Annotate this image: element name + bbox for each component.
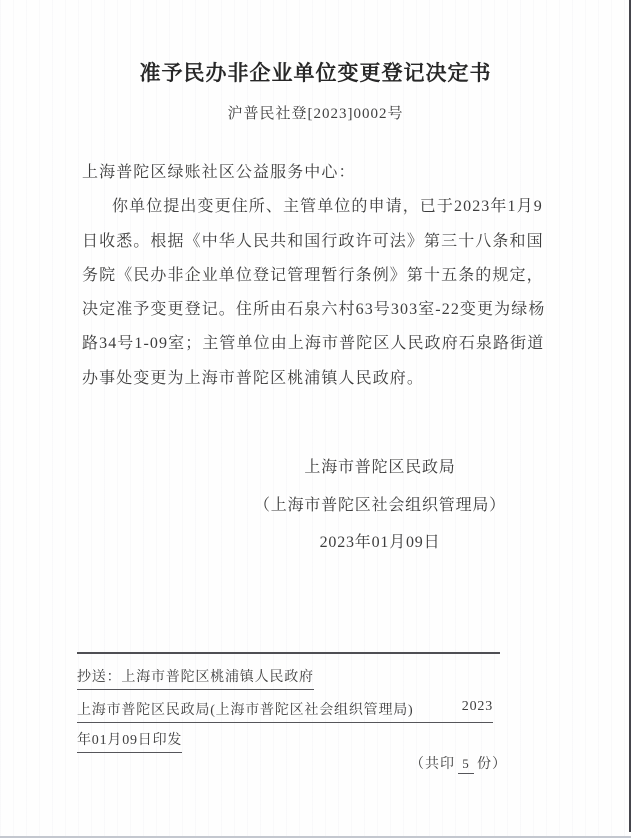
body-line: 决定准予变更登记。住所由石泉六村63号303室-22变更为绿杨 — [82, 301, 546, 319]
body-line: 你单位提出变更住所、主管单位的申请，已于2023年1月9 — [112, 198, 543, 216]
copies-suffix: 份） — [477, 757, 507, 772]
document-title: 准予民办非企业单位变更登记决定书 — [139, 61, 492, 85]
copies-prefix: （共印 — [410, 757, 455, 772]
footer-divider — [77, 652, 500, 654]
document-body — [82, 156, 548, 396]
signature-block — [252, 449, 508, 562]
issuer-name: 上海市普陀区民政局(上海市普陀区社会组织管理局) — [77, 703, 414, 718]
issue-date-line: 年01月09日印发 — [77, 729, 182, 753]
cc-row — [77, 666, 314, 690]
body-line: 日收悉。根据《中华人民共和国行政许可法》第三十八条和国 — [82, 232, 544, 250]
signature-date: 2023年01月09日 — [319, 534, 441, 551]
copies-note — [410, 753, 507, 774]
body-line: 务院《民办非企业单位登记管理暂行条例》第十五条的规定， — [82, 266, 544, 284]
issuer-line — [77, 699, 493, 723]
cc-line: 抄送：上海市普陀区桃浦镇人民政府 — [77, 666, 314, 690]
issuer-row — [77, 699, 493, 723]
signature-org-alt: （上海市普陀区社会组织管理局） — [253, 496, 506, 514]
signature-org: 上海市普陀区民政局 — [304, 459, 456, 476]
document-number: 沪普民社登[2023]0002号 — [227, 106, 404, 122]
salutation: 上海普陀区绿账社区公益服务中心： — [82, 164, 356, 181]
issue-date-row — [77, 729, 182, 753]
body-line: 办事处变更为上海市普陀区桃浦镇人民政府。 — [82, 369, 425, 387]
copies-count: 5 — [458, 756, 474, 774]
issue-year: 2023 — [461, 699, 493, 714]
body-line: 路34号1-09室；主管单位由上海市普陀区人民政府石泉路街道 — [82, 335, 545, 353]
